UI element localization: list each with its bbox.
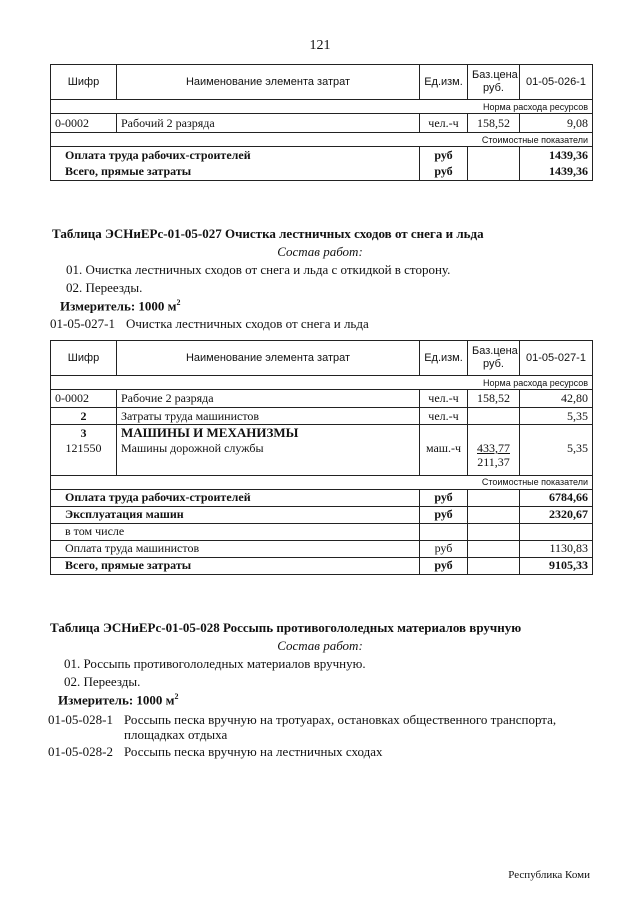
col-header-unit: Ед.изм. xyxy=(420,65,468,100)
total-machines-name: Эксплуатация машин xyxy=(51,506,420,523)
total-labor-value: 1439,36 xyxy=(520,147,593,164)
total-machines-value: 2320,67 xyxy=(520,506,593,523)
total-machines-unit: руб xyxy=(420,506,468,523)
norm-name: Россыпь песка вручную на тротуарах, остановках общественного транспорта, xyxy=(124,712,557,727)
norm-name-cont: площадках отдыха xyxy=(124,727,228,742)
row-name: Машины дорожной службы xyxy=(117,441,420,475)
measure: Измеритель: 1000 $м^2$ xyxy=(58,692,179,708)
row-name: МАШИНЫ И МЕХАНИЗМЫ xyxy=(117,425,420,442)
total-operators-unit: руб xyxy=(420,540,468,557)
total-direct-unit: руб xyxy=(420,164,468,181)
row-value: 5,35 xyxy=(520,408,593,425)
resource-table-01-05-027 xyxy=(50,340,593,575)
col-header-unit: Ед.изм. xyxy=(420,341,468,376)
total-labor-name: Оплата труда рабочих-строителей xyxy=(51,489,420,506)
total-labor-unit: руб xyxy=(420,147,468,164)
col-header-name: Наименование элемента затрат xyxy=(117,65,420,100)
norm-label: Норма расхода ресурсов xyxy=(51,376,593,390)
row-name: Рабочий 2 разряда xyxy=(117,114,420,133)
row-price: 158,52 xyxy=(468,114,520,133)
col-header-code: Шифр xyxy=(51,341,117,376)
total-direct-value: 1439,36 xyxy=(520,164,593,181)
total-labor-unit: руб xyxy=(420,489,468,506)
total-operators-name: Оплата труда машинистов xyxy=(51,540,420,557)
total-labor-value: 6784,66 xyxy=(520,489,593,506)
row-price: 433,77 xyxy=(477,441,510,455)
composition-label: Состав работ: xyxy=(277,244,363,259)
footer: Республика Коми xyxy=(508,869,590,881)
row-unit: маш.-ч xyxy=(420,441,468,475)
row-value: 9,08 xyxy=(520,114,593,133)
col-header-price: Баз.цена руб. xyxy=(468,65,520,100)
total-direct-unit: руб xyxy=(420,557,468,574)
row-value: 5,35 xyxy=(520,441,593,475)
row-code: 2 xyxy=(51,408,117,425)
including-label: в том числе xyxy=(51,523,420,540)
row-code: 0-0002 xyxy=(51,114,117,133)
work-item: 02. Переезды. xyxy=(64,674,141,689)
row-code: 0-0002 xyxy=(51,390,117,408)
norm-code: 01-05-028-2 xyxy=(48,744,113,759)
row-unit: чел.-ч xyxy=(420,408,468,425)
total-labor-name: Оплата труда рабочих-строителей xyxy=(51,147,420,164)
total-operators-value: 1130,83 xyxy=(520,540,593,557)
norm-code: 01-05-028-1 xyxy=(48,712,113,727)
composition-label: Состав работ: xyxy=(277,638,363,653)
section-title-028: Таблица ЭСНиЕРс-01-05-028 Россыпь противогололедных материалов вручную xyxy=(50,620,522,635)
col-header-code: Шифр xyxy=(51,65,117,100)
work-item: 01. Россыпь противогололедных материалов вручную. xyxy=(64,656,366,671)
cost-label: Стоимостные показатели xyxy=(51,475,593,489)
row-name: Рабочие 2 разряда xyxy=(117,390,420,408)
col-header-price: Баз.цена руб. xyxy=(468,341,520,376)
norm-code: 01-05-027-1 xyxy=(50,316,115,331)
row-unit: чел.-ч xyxy=(420,390,468,408)
row-value: 42,80 xyxy=(520,390,593,408)
work-item: 02. Переезды. xyxy=(66,280,143,295)
col-header-norm-code: 01-05-027-1 xyxy=(520,341,593,376)
cost-label: Стоимостные показатели xyxy=(51,133,593,147)
norm-label: Норма расхода ресурсов xyxy=(51,100,593,114)
row-code: 3 xyxy=(51,425,117,442)
norm-name: Очистка лестничных сходов от снега и льда xyxy=(126,316,369,331)
row-unit: чел.-ч xyxy=(420,114,468,133)
row-price: 158,52 xyxy=(468,390,520,408)
total-direct-name: Всего, прямые затраты xyxy=(51,557,420,574)
section-title-027: Таблица ЭСНиЕРс-01-05-027 Очистка лестничных сходов от снега и льда xyxy=(52,226,484,241)
total-direct-name: Всего, прямые затраты xyxy=(51,164,420,181)
page-number: 121 xyxy=(309,38,331,53)
norm-name: Россыпь песка вручную на лестничных сходах xyxy=(124,744,383,759)
work-item: 01. Очистка лестничных сходов от снега и льда с откидкой в сторону. xyxy=(66,262,451,277)
resource-table-01-05-026 xyxy=(50,64,593,181)
col-header-name: Наименование элемента затрат xyxy=(117,341,420,376)
total-direct-value: 9105,33 xyxy=(520,557,593,574)
row-name: Затраты труда машинистов xyxy=(117,408,420,425)
row-code: 121550 xyxy=(51,441,117,475)
col-header-norm-code: 01-05-026-1 xyxy=(520,65,593,100)
row-price-secondary: 211,37 xyxy=(477,455,510,469)
measure: Измеритель: 1000 $м^2$ xyxy=(60,298,181,314)
